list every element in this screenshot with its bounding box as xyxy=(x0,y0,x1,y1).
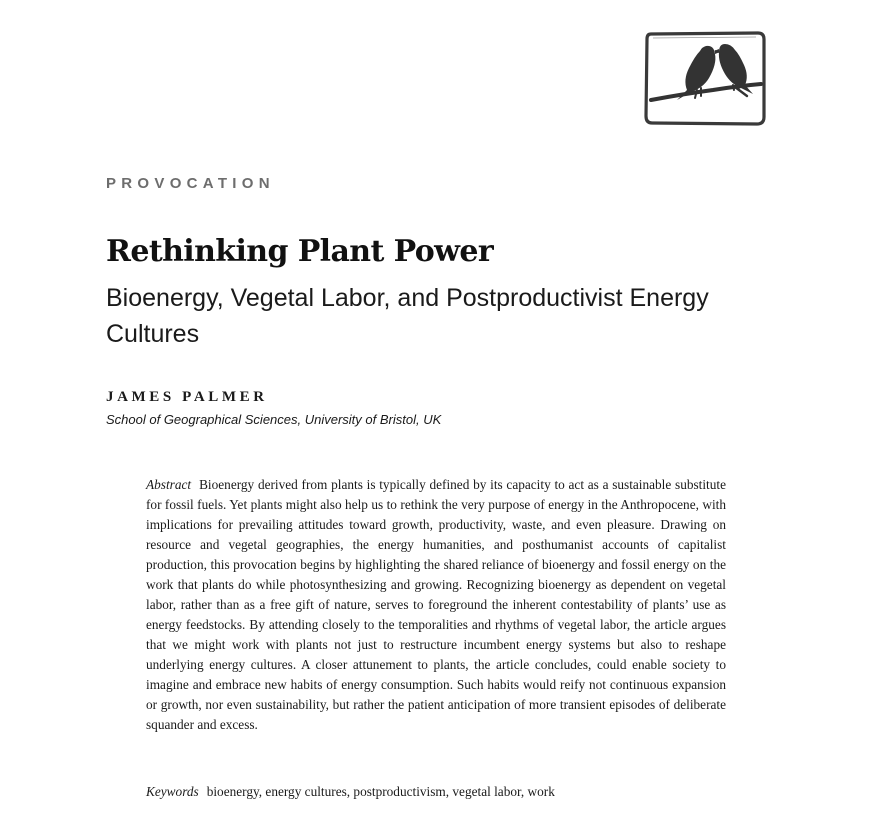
keywords-text: bioenergy, energy cultures, postproductivism, vegetal labor, work xyxy=(206,784,555,799)
author-affiliation: School of Geographical Sciences, University of Bristol, UK xyxy=(106,412,442,427)
keywords xyxy=(146,782,726,802)
author-name: JAMES PALMER xyxy=(106,389,268,405)
keywords-label: Keywords xyxy=(146,784,199,799)
article-title: Rethinking Plant Power xyxy=(106,234,494,269)
two-birds-on-branch-icon xyxy=(643,30,767,126)
journal-logo xyxy=(643,30,767,126)
article-subtitle: Bioenergy, Vegetal Labor, and Postproductivist Energy Cultures xyxy=(106,284,709,348)
abstract xyxy=(146,475,726,735)
abstract-text: Bioenergy derived from plants is typically defined by its capacity to act as a sustainable substitute for fossil fuels. Yet plants might also help us to rethink the very purpose of energy in the Anthropocene, with implications for prevailing attitudes toward growth, productivity, waste, and even pleasure. Drawing on resource and vegetal geographies, the energy humanities, and posthumanist accounts of capitalist production, this provocation begins by highlighting the shared reliance of bioenergy and fossil energy on the work that plants do while photosynthesizing and growing. Recognizing bioenergy as dependent on vegetal labor, rather than as a free gift of nature, serves to foreground the inherent contestability of plants’ use as energy feedstocks. By attending closely to the temporalities and rhythms of vegetal labor, the article argues that we might work with plants not just to restructure incumbent energy systems but also to reshape underlying energy cultures. A closer attunement to plants, the article concludes, could enable society to imagine and embrace new habits of energy consumption. Such habits would reify not continuous expansion or growth, nor even sustainability, but rather the patient anticipation of more transient episodes of deliberate squander and excess. xyxy=(146,477,726,732)
section-label: PROVOCATION xyxy=(106,175,275,192)
abstract-label: Abstract xyxy=(146,477,192,492)
